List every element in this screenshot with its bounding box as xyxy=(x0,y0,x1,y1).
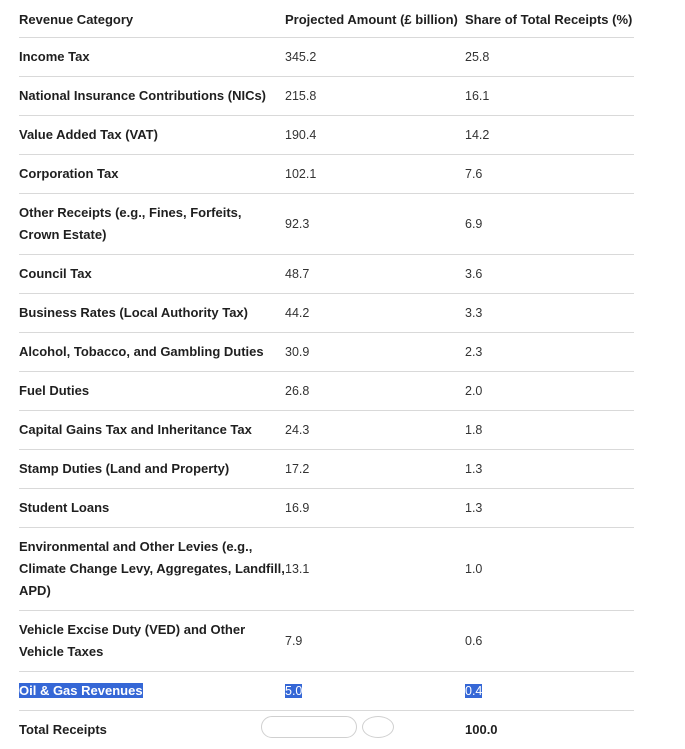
floating-round-button[interactable] xyxy=(362,716,394,738)
row-category: Environmental and Other Levies (e.g., Climate Change Levy, Aggregates, Landfill, APD) xyxy=(19,528,285,611)
row-category: Student Loans xyxy=(19,489,285,528)
row-category: National Insurance Contributions (NICs) xyxy=(19,77,285,116)
row-share: 2.3 xyxy=(465,333,634,372)
row-amount: 16.9 xyxy=(285,489,465,528)
row-amount: 190.4 xyxy=(285,116,465,155)
table-row xyxy=(19,77,634,116)
header-projected-amount: Projected Amount (£ billion) xyxy=(285,0,465,38)
row-category: Corporation Tax xyxy=(19,155,285,194)
row-share xyxy=(465,672,634,711)
row-share: 0.6 xyxy=(465,611,634,672)
row-category: Council Tax xyxy=(19,255,285,294)
row-category: Vehicle Excise Duty (VED) and Other Vehicle Taxes xyxy=(19,611,285,672)
row-share: 1.3 xyxy=(465,489,634,528)
row-amount: 30.9 xyxy=(285,333,465,372)
selected-text: Oil & Gas Revenues xyxy=(19,683,143,698)
total-share: 100.0 xyxy=(465,711,634,749)
row-category xyxy=(19,672,285,711)
row-amount: 102.1 xyxy=(285,155,465,194)
table-row xyxy=(19,255,634,294)
row-share: 3.3 xyxy=(465,294,634,333)
selected-text: 0.4 xyxy=(465,684,482,698)
table-row xyxy=(19,372,634,411)
row-amount: 26.8 xyxy=(285,372,465,411)
row-amount: 44.2 xyxy=(285,294,465,333)
row-category: Capital Gains Tax and Inheritance Tax xyxy=(19,411,285,450)
row-category: Fuel Duties xyxy=(19,372,285,411)
table-row-selected xyxy=(19,672,634,711)
row-category: Business Rates (Local Authority Tax) xyxy=(19,294,285,333)
row-category: Income Tax xyxy=(19,38,285,77)
row-share: 16.1 xyxy=(465,77,634,116)
table-row xyxy=(19,411,634,450)
row-amount: 24.3 xyxy=(285,411,465,450)
row-amount: 345.2 xyxy=(285,38,465,77)
table-row xyxy=(19,194,634,255)
header-revenue-category: Revenue Category xyxy=(19,0,285,38)
floating-action-button[interactable] xyxy=(261,716,357,738)
table-row xyxy=(19,450,634,489)
row-amount: 92.3 xyxy=(285,194,465,255)
table-row xyxy=(19,155,634,194)
table-row xyxy=(19,38,634,77)
row-share: 14.2 xyxy=(465,116,634,155)
row-share: 25.8 xyxy=(465,38,634,77)
table-row xyxy=(19,528,634,611)
table-header-row xyxy=(19,0,634,38)
row-amount xyxy=(285,672,465,711)
table-row xyxy=(19,116,634,155)
row-amount: 13.1 xyxy=(285,528,465,611)
row-category: Value Added Tax (VAT) xyxy=(19,116,285,155)
header-share-of-total: Share of Total Receipts (%) xyxy=(465,0,634,38)
row-share: 6.9 xyxy=(465,194,634,255)
row-share: 2.0 xyxy=(465,372,634,411)
row-category: Other Receipts (e.g., Fines, Forfeits, Crown Estate) xyxy=(19,194,285,255)
row-amount: 7.9 xyxy=(285,611,465,672)
selected-text: 5.0 xyxy=(285,684,302,698)
row-amount: 215.8 xyxy=(285,77,465,116)
revenue-table xyxy=(19,0,634,749)
total-category: Total Receipts xyxy=(19,711,285,749)
row-share: 7.6 xyxy=(465,155,634,194)
row-share: 1.3 xyxy=(465,450,634,489)
table-row xyxy=(19,294,634,333)
row-amount: 48.7 xyxy=(285,255,465,294)
row-share: 1.8 xyxy=(465,411,634,450)
table-row xyxy=(19,611,634,672)
row-amount: 17.2 xyxy=(285,450,465,489)
row-category: Alcohol, Tobacco, and Gambling Duties xyxy=(19,333,285,372)
row-share: 3.6 xyxy=(465,255,634,294)
row-category: Stamp Duties (Land and Property) xyxy=(19,450,285,489)
table-row xyxy=(19,333,634,372)
row-share: 1.0 xyxy=(465,528,634,611)
table-row xyxy=(19,489,634,528)
